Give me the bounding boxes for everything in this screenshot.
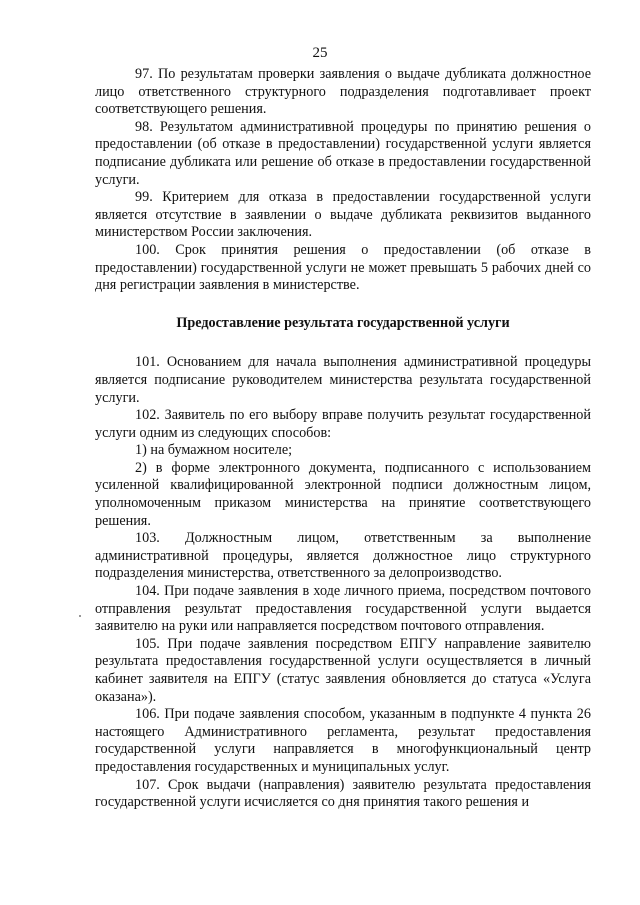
paragraph-106: 106. При подаче заявления способом, указанным в подпункте 4 пункта 26 настоящего Административного регламента, результат предоставления государственной услуги направляется в многофункциональный центр предоставления государственных и муниципальных услуг. (95, 706, 591, 775)
page-number: 25 (312, 45, 328, 61)
paragraph-99: 99. Критерием для отказа в предоставлении государственной услуги является отсутствие в заявлении о выдаче дубликата реквизитов выданного министерством России заключения. (95, 189, 591, 241)
paragraph-101: 101. Основанием для начала выполнения административной процедуры является подписание руководителем министерства результата государственной услуги. (95, 354, 591, 406)
scan-speck (79, 615, 81, 617)
list-item-paper: 1) на бумажном носителе; (135, 442, 293, 459)
paragraph-100: 100. Срок принятия решения о предоставлении (об отказе в предоставлении) государственной услуги не может превышать 5 рабочих дней со дня регистрации заявления в министерстве. (95, 241, 591, 294)
paragraph-105: 105. При подаче заявления посредством ЕПГУ направление заявителю результата предоставления государственной услуги осуществляется в личный кабинет заявителя на ЕПГУ (статус заявления обновляется до статуса «Услуга оказана»). (95, 635, 591, 705)
paragraph-104: 104. При подаче заявления в ходе личного приема, посредством почтового отправления результат предоставления государственной услуги выдается заявителю на руки или направляется посредством почтового отправления. (95, 583, 591, 635)
document-body (95, 66, 591, 812)
paragraph-102: 102. Заявитель по его выбору вправе получить результат государственной услуги одним из следующих способов: (95, 407, 591, 441)
paragraph-107: 107. Срок выдачи (направления) заявителю результата предоставления государственной услуги исчисляется со дня принятия такого решения и (95, 776, 591, 811)
paragraph-98: 98. Результатом административной процедуры по принятию решения о предоставлении (об отказе в предоставлении) государственной услуги является подписание дубликата или решение об отказе в предоставлении государственной услуги. (95, 118, 591, 188)
paragraph-97: 97. По результатам проверки заявления о выдаче дубликата должностное лицо ответственного структурного подразделения подготавливает проект соответствующего решения. (95, 66, 591, 118)
list-item-electronic: 2) в форме электронного документа, подписанного с использованием усиленной квалифицированной электронной подписи должностным лицом, уполномоченным приказом министерства на принятие соответствующего решения. (95, 459, 591, 529)
section-heading: Предоставление результата государственной услуги (176, 314, 510, 331)
paragraph-103: 103. Должностным лицом, ответственным за выполнение административной процедуры, является должностное лицо структурного подразделения министерства, ответственного за делопроизводство. (95, 530, 591, 582)
